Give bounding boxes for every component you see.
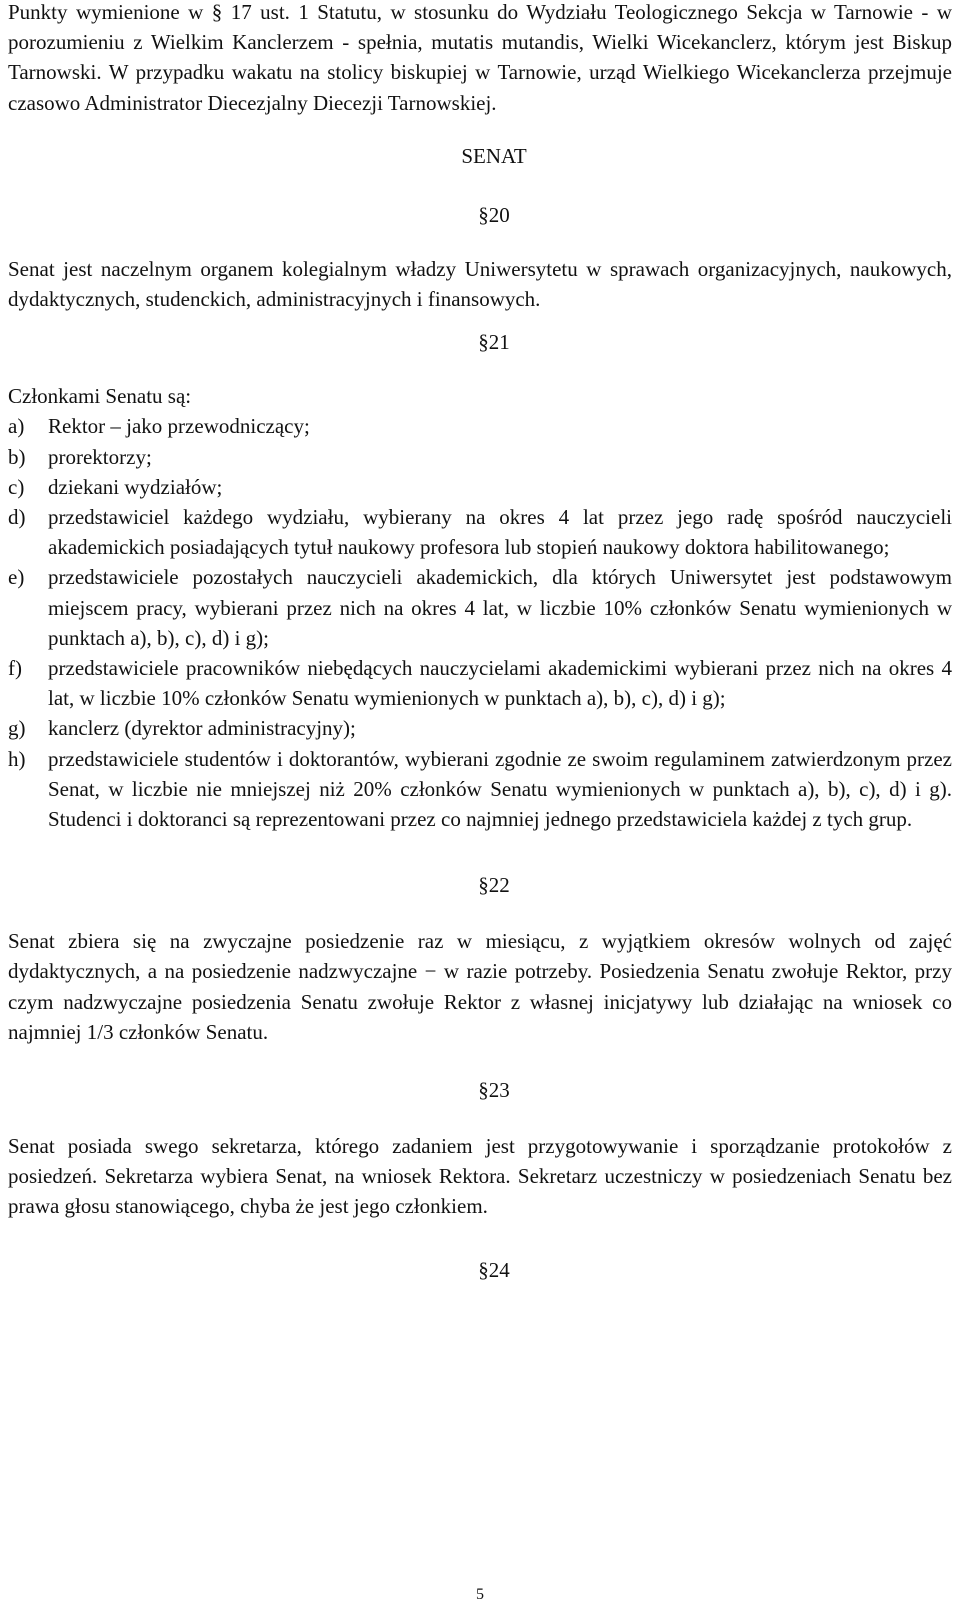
list-item-text: dziekani wydziałów; — [48, 474, 223, 499]
list-item-text: Rektor – jako przewodniczący; — [48, 414, 310, 439]
list-marker: d) — [8, 505, 26, 530]
paragraph-heading-24: §24 — [478, 1257, 510, 1282]
list-item — [8, 744, 952, 835]
list-marker: h) — [8, 746, 26, 771]
list-item — [8, 442, 952, 472]
page-number: 5 — [476, 1586, 484, 1603]
list-marker: g) — [8, 716, 26, 741]
paragraph-22-text: Senat zbiera się na zwyczajne posiedzenie raz w miesiącu, z wyjątkiem okresów wolnych od zajęć dydaktycznych, a na posiedzenie nadzwyczajne − w razie potrzeby. Posiedzenia Senatu zwołuje Rektor, przy czym nadzwyczajne posiedzenia Senatu zwołuje Rektor z własnej inicjatywy lub działając na wniosek co najmniej 1/3 członków Senatu. — [8, 929, 952, 1044]
list-item-text: przedstawiciele pozostałych nauczycieli akademickich, dla których Uniwersytet jest podstawowym miejscem pracy, wybierani przez nich na okres 4 lat, w liczbie 10% członków Senatu wymienionych w punktach a), b), c), d) i g); — [48, 565, 952, 650]
list-marker: b) — [8, 444, 26, 469]
list-item-text: przedstawiciele pracowników niebędących nauczycielami akademickimi wybierani przez nich na okres 4 lat, w liczbie 10% członków Senatu wymienionych w punktach a), b), c), d) i g); — [48, 656, 952, 711]
list-item — [8, 713, 952, 743]
list-item-text: kanclerz (dyrektor administracyjny); — [48, 716, 356, 741]
senate-members-list — [8, 411, 952, 834]
list-item-text: prorektorzy; — [48, 444, 152, 469]
intro-paragraph: Punkty wymienione w § 17 ust. 1 Statutu, w stosunku do Wydziału Teologicznego Sekcja w Tarnowie - w porozumieniu z Wielkim Kanclerzem - spełnia, mutatis mutandis, Wielki Wicekanclerz, którym jest Biskup Tarnowski. W przypadku wakatu na stolicy biskupiej w Tarnowie, urząd Wielkiego Wicekanclerza przejmuje czasowo Administrator Diecezjalny Diecezji Tarnowskiej. — [8, 0, 952, 115]
paragraph-heading-22: §22 — [478, 873, 510, 898]
paragraph-heading-20: §20 — [478, 202, 510, 227]
section-title: SENAT — [461, 143, 527, 168]
list-item — [8, 472, 952, 502]
paragraph-21-lead: Członkami Senatu są: — [8, 384, 192, 409]
document-page — [8, 0, 952, 1603]
list-item — [8, 562, 952, 653]
list-item — [8, 502, 952, 562]
list-marker: c) — [8, 474, 25, 499]
paragraph-heading-23: §23 — [478, 1078, 510, 1103]
paragraph-23-text: Senat posiada swego sekretarza, którego zadaniem jest przygotowywanie i sporządzanie protokołów z posiedzeń. Sekretarza wybiera Senat, na wniosek Rektora. Sekretarz uczestniczy w posiedzeniach Senatu bez prawa głosu stanowiącego, chyba że jest jego członkiem. — [8, 1134, 952, 1219]
list-item — [8, 653, 952, 713]
list-item-text: przedstawiciele studentów i doktorantów, wybierani zgodnie ze swoim regulaminem zatwierdzonym przez Senat, w liczbie nie mniejszej niż 20% członków Senatu wymienionych w punktach a), b), c), d) i g). Studenci i doktoranci są reprezentowani przez co najmniej jednego przedstawiciela każdej z tych grup. — [48, 746, 952, 832]
list-marker: f) — [8, 656, 22, 681]
list-item — [8, 411, 952, 441]
list-marker: e) — [8, 565, 25, 590]
list-item-text: przedstawiciel każdego wydziału, wybierany na okres 4 lat przez jego radę spośród nauczycieli akademickich posiadających tytuł naukowy profesora lub stopień naukowy doktora habilitowanego; — [48, 505, 952, 560]
paragraph-heading-21: §21 — [478, 330, 510, 355]
list-marker: a) — [8, 414, 25, 439]
paragraph-20-text: Senat jest naczelnym organem kolegialnym władzy Uniwersytetu w sprawach organizacyjnych, naukowych, dydaktycznych, studenckich, administracyjnych i finansowych. — [8, 256, 952, 312]
